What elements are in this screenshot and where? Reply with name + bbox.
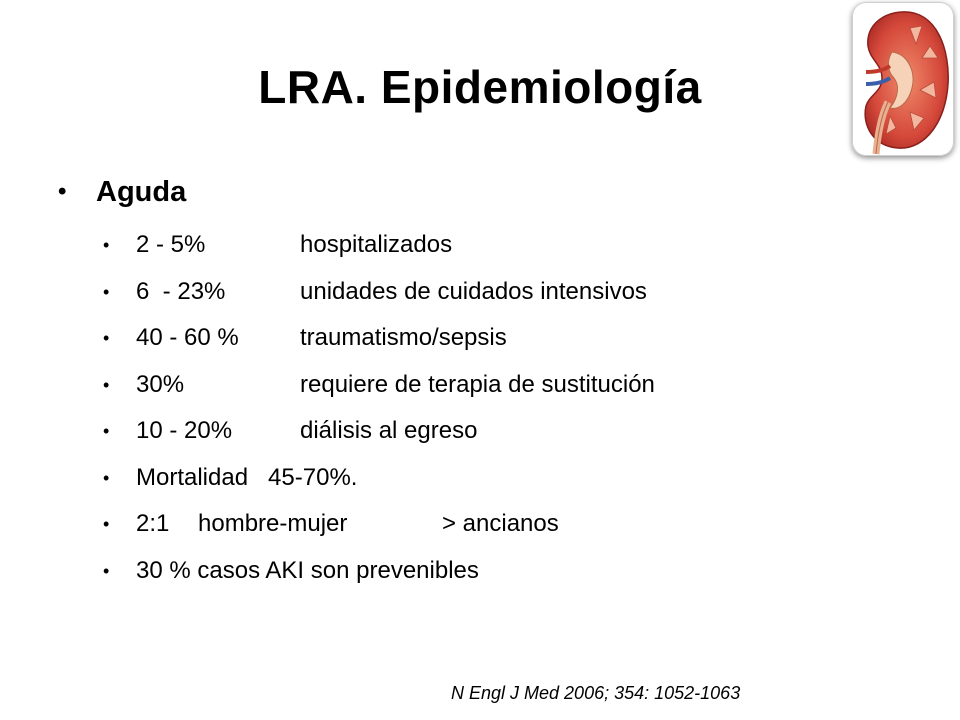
bullet-dot: • <box>103 421 110 441</box>
bullet-dot: • <box>103 514 110 534</box>
stat-description: diálisis al egreso <box>300 417 478 444</box>
list-item <box>103 228 863 275</box>
bullet-dot: • <box>103 281 110 302</box>
ratio-label: hombre-mujer <box>198 510 348 537</box>
stat-description: traumatismo/sepsis <box>300 324 507 351</box>
prevention-text: 30 % casos AKI son prevenibles <box>136 556 479 584</box>
list-item <box>103 321 863 368</box>
stat-value: 6 - 23% <box>136 277 226 305</box>
list-item <box>103 414 863 461</box>
bullet-dot: • <box>103 560 110 581</box>
stat-value: 40 - 60 % <box>136 324 239 351</box>
bullet-dot: • <box>103 467 110 488</box>
stat-description: requiere de terapia de sustitución <box>300 370 655 398</box>
stat-value: 2 - 5% <box>136 231 206 258</box>
ratio-note: > ancianos <box>442 510 559 537</box>
list-item <box>103 368 863 415</box>
prevention-item <box>103 554 863 601</box>
bullet-dot: • <box>103 374 110 395</box>
kidney-image <box>852 2 954 156</box>
bullet-dot: • <box>103 328 110 348</box>
stat-value: 10 - 20% <box>136 417 233 444</box>
bullet-dot: • <box>58 178 67 205</box>
citation: N Engl J Med 2006; 354: 1052-1063 <box>451 683 741 703</box>
list-item <box>103 275 863 322</box>
bullet-dot: • <box>103 235 110 255</box>
mortality-item <box>103 461 863 508</box>
statistics-list <box>103 228 863 600</box>
stat-value: 30% <box>136 370 185 398</box>
mortality-text: Mortalidad 45-70%. <box>136 463 358 491</box>
stat-description: unidades de cuidados intensivos <box>300 277 647 305</box>
ratio-value: 2:1 <box>136 510 170 537</box>
kidney-cross-section-icon <box>852 2 954 156</box>
ratio-item <box>103 507 863 554</box>
stat-description: hospitalizados <box>300 231 453 258</box>
slide-title: LRA. Epidemiología <box>258 61 702 113</box>
main-bullet-label: Aguda <box>96 176 187 208</box>
